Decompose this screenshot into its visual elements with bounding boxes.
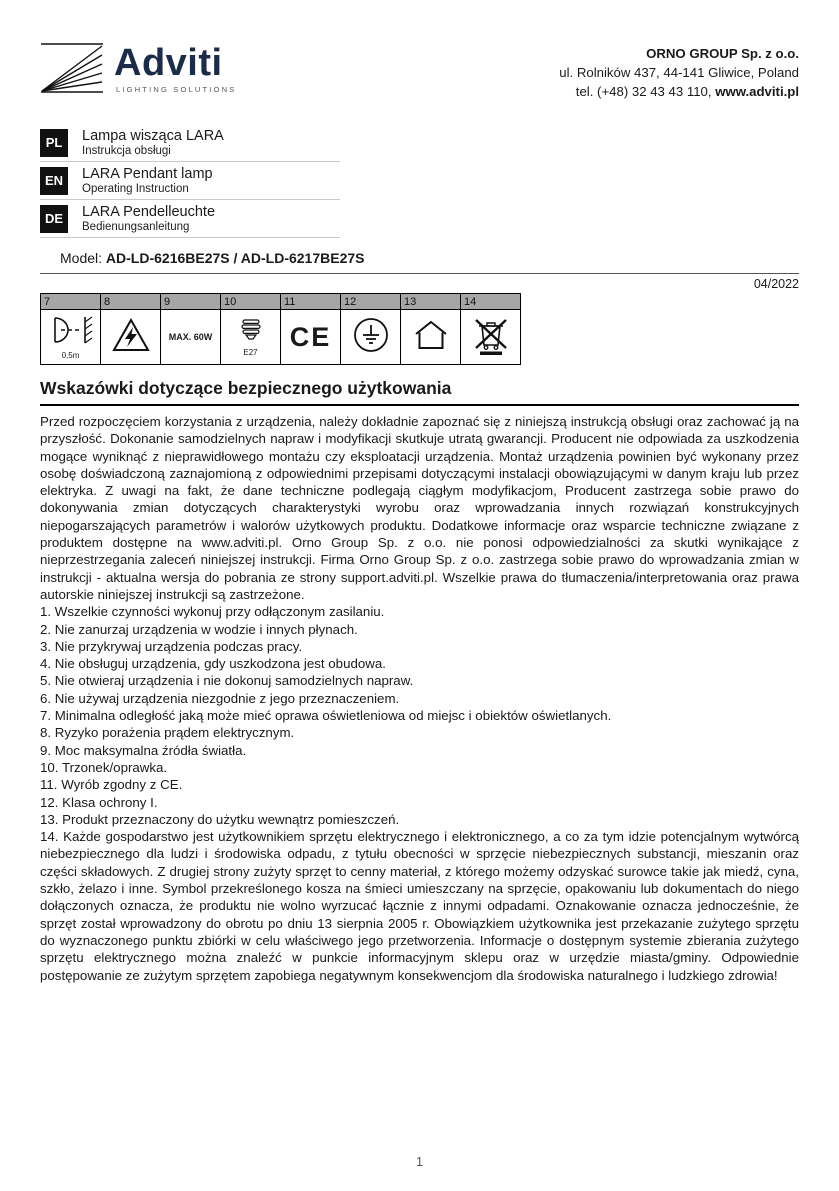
safety-item-11: 11. Wyrób zgodny z CE.	[40, 777, 183, 793]
doc-type-en: Operating Instruction	[82, 182, 189, 195]
ce-cell	[281, 310, 341, 365]
language-entry-en	[40, 162, 340, 200]
socket-cell	[221, 310, 281, 365]
weee-crossed-bin-icon	[472, 314, 510, 356]
symbol-number-8: 8	[101, 294, 161, 310]
symbol-number-14: 14	[461, 294, 521, 310]
safety-item-6: 6. Nie używaj urządzenia niezgodnie z jego przeznaczeniem.	[40, 690, 400, 706]
model-label: Model:	[60, 250, 106, 266]
electric-shock-warning-icon	[111, 317, 151, 353]
company-address: ul. Rolników 437, 44-141 Gliwice, Poland	[559, 65, 799, 80]
safety-item-3: 3. Nie przykrywaj urządzenia podczas pracy.	[40, 638, 303, 654]
language-list	[40, 124, 799, 238]
company-website: www.adviti.pl	[715, 84, 799, 99]
safety-item-10: 10. Trzonek/oprawka.	[40, 759, 168, 775]
page-number: 1	[416, 1155, 423, 1169]
company-contact: tel. (+48) 32 43 43 110, www.adviti.pl	[575, 84, 799, 99]
brand-tagline: LIGHTING SOLUTIONS	[116, 85, 237, 94]
safety-item-7: 7. Minimalna odległość jaką może mieć oprawa oświetleniowa od miejsc i obiektów oświetlanych.	[40, 708, 612, 724]
min-distance-icon	[47, 315, 95, 345]
max-power-label: MAX. 60W	[168, 332, 213, 342]
safety-item-2: 2. Nie zanurzaj urządzenia w wodzie i innych płynach.	[40, 621, 358, 637]
safety-item-1: 1. Wszelkie czynności wykonuj przy odłączonym zasilaniu.	[40, 604, 385, 620]
symbol-number-12: 12	[341, 294, 401, 310]
symbol-number-11: 11	[281, 294, 341, 310]
revision-date: 04/2022	[753, 277, 799, 291]
ce-mark-icon: CE	[289, 321, 332, 352]
logo-hatch-icon	[40, 42, 104, 94]
safety-item-8: 8. Ryzyko porażenia prądem elektrycznym.	[40, 725, 295, 741]
protection-class-cell	[341, 310, 401, 365]
language-badge-en: EN	[40, 167, 68, 195]
company-name: ORNO GROUP Sp. z o.o.	[646, 46, 799, 61]
max-power-cell	[161, 310, 221, 365]
product-title-en: LARA Pendant lamp	[82, 165, 213, 182]
doc-type-de: Bedienungsanleitung	[82, 220, 190, 233]
safety-item-9: 9. Moc maksymalna źródła światła.	[40, 742, 247, 758]
symbols-number-row	[41, 294, 521, 310]
language-badge-pl: PL	[40, 129, 68, 157]
indoor-use-cell	[401, 310, 461, 365]
doc-type-pl: Instrukcja obsługi	[82, 144, 171, 157]
socket-label: E27	[243, 347, 258, 357]
safety-item-4: 4. Nie obsługuj urządzenia, gdy uszkodzona jest obudowa.	[40, 656, 386, 672]
company-info	[559, 44, 799, 101]
safety-body	[40, 413, 799, 984]
safety-item-5: 5. Nie otwieraj urządzenia i nie dokonuj samodzielnych napraw.	[40, 673, 414, 689]
symbols-table	[40, 293, 521, 365]
model-line	[40, 250, 799, 274]
page-header	[40, 42, 799, 114]
electric-shock-cell	[101, 310, 161, 365]
safety-section-heading: Wskazówki dotyczące bezpiecznego użytkowania	[40, 378, 799, 406]
model-value: AD-LD-6216BE27S / AD-LD-6217BE27S	[105, 250, 365, 266]
protection-class-icon	[353, 317, 389, 353]
symbols-icon-row	[41, 310, 521, 365]
product-title-de: LARA Pendelleuchte	[82, 203, 216, 220]
symbol-number-10: 10	[221, 294, 281, 310]
product-title-pl: Lampa wisząca LARA	[82, 127, 224, 144]
safety-item-12: 12. Klasa ochrony I.	[40, 794, 158, 810]
language-entry-de	[40, 200, 340, 238]
symbol-number-9: 9	[161, 294, 221, 310]
min-distance-label: 0,5m	[61, 350, 80, 360]
symbol-number-13: 13	[401, 294, 461, 310]
safety-item-14: 14. Każde gospodarstwo jest użytkownikiem sprzętu elektrycznego i elektronicznego, a co za tym idzie potencjalnym wytwórcą niebezpiecznego dla ludzi i środowiska odpadu, z tytułu obecności w sprzęcie niebezpiecznych substancji, mieszanin oraz części składowych. Z drugiej strony zużyty sprzęt to cenny materiał, z którego możemy odzyskać surowce takie jak miedź, cyna, szkło, żelazo i inne. Symbol przekreślonego kosza na śmieci umieszczany na sprzęcie, opakowaniu lub dokumentach do niego dołączonych oznacza, że produktu nie wolno wyrzucać łącznie z innymi odpadami. Oznakowanie oznacza jednocześnie, że sprzęt został wprowadzony do obrotu po dniu 13 sierpnia 2005 r. Obowiązkiem użytkownika jest przekazanie zużytego sprzętu do wyznaczonego punktu zbiórki w celu właściwego jego przetworzenia. Informacje o dostępnym systemie zbierania zużytego sprzętu elektrycznego można znaleźć w punkcie informacyjnym sklepu oraz w urzędzie miasta/gminy. Odpowiednie postępowanie ze zużytym sprzętem zapobiega negatywnym konsekwencjom dla środowiska naturalnego i ludzkiego zdrowia!	[40, 829, 799, 983]
e27-socket-icon	[239, 318, 263, 342]
weee-cell	[461, 310, 521, 365]
brand-name: Adviti	[114, 42, 223, 84]
indoor-use-icon	[413, 319, 449, 351]
safety-item-13: 13. Produkt przeznaczony do użytku wewnątrz pomieszczeń.	[40, 811, 400, 827]
safety-intro-paragraph: Przed rozpoczęciem korzystania z urządzenia, należy dokładnie zapoznać się z niniejszą instrukcją obsługi oraz zachować ją na przyszłość. Dokonanie samodzielnych napraw i modyfikacji skutkuje utratą gwarancji. Producent nie odpowiada za uszkodzenia mogące wyniknąć z nieprawidłowego montażu czy eksploatacji urządzenia. Montaż urządzenia powinien być wykonany przez osobę doświadczoną zaznajomioną z odpowiednimi przepisami dotyczącymi instalacji obowiązującymi w danym kraju lub przez elektryka. Z uwagi na fakt, że dane techniczne podlegają ciągłym modyfikacjom, Producent zastrzega sobie prawo do dokonywania zmian dotyczących charakterystyki wyrobu oraz wprowadzania innych rozwiązań konstrukcyjnych niepogarszających parametrów i walorów użytkowych produktu. Dodatkowe informacje oraz wsparcie techniczne związane z produktem dostępne na www.adviti.pl. Orno Group Sp. z o.o. nie ponosi odpowiedzialności za skutki wynikające z nieprzestrzegania zaleceń niniejszej instrukcji. Firma Orno Group Sp. z o.o. zastrzega sobie prawo do wprowadzania zmian w instrukcji - aktualna wersja do pobrania ze strony support.adviti.pl. Wszelkie prawa do tłumaczenia/interpretowania oraz prawa autorskie niniejszej instrukcji są zastrzeżone.	[40, 414, 799, 602]
min-distance-cell	[41, 310, 101, 365]
language-badge-de: DE	[40, 205, 68, 233]
language-entry-pl	[40, 124, 340, 162]
symbol-number-7: 7	[41, 294, 101, 310]
adviti-logo	[40, 42, 236, 94]
